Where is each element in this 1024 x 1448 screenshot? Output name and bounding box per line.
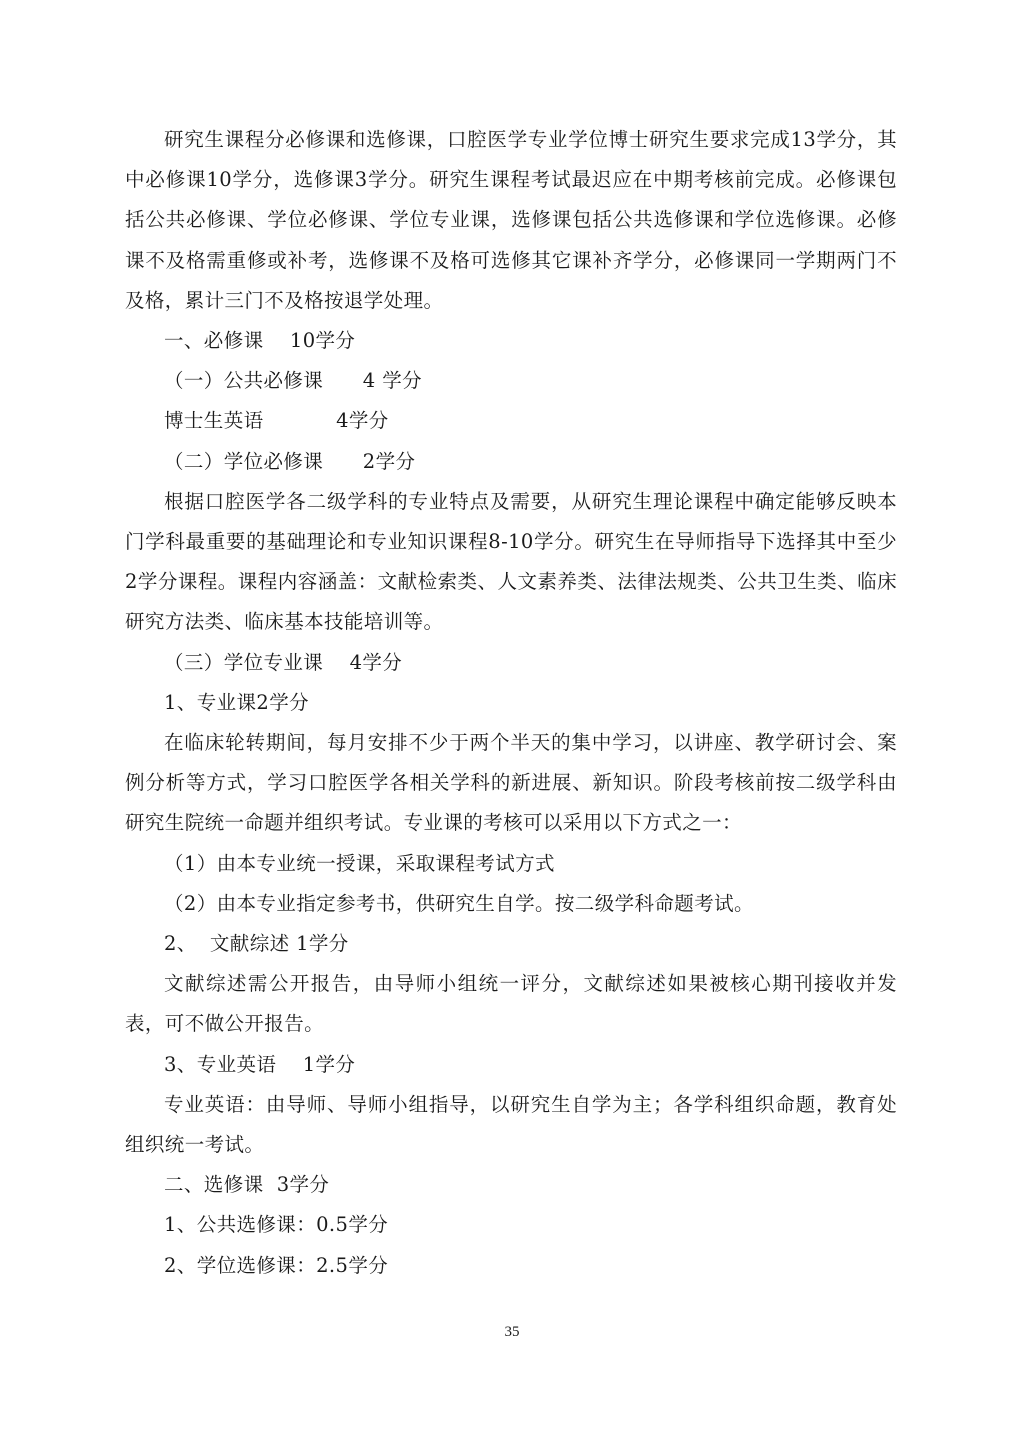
item-doctoral-english: 博士生英语 4学分 xyxy=(164,409,389,433)
paragraph-course-overview: 研究生课程分必修课和选修课，口腔医学专业学位博士研究生要求完成13学分，其中必修课10学分，选修课3学分。研究生课程考试最迟应在中期考核前完成。必修课包括公共必修课、学位必修课、学位专业课，选修课包括公共选修课和学位选修课。必修课不及格需重修或补考，选修课不及格可选修其它课补齐学分，必修课同一学期两门不及格，累计三门不及格按退学处理。 xyxy=(125,128,897,312)
item-professional-english: 3、专业英语 1学分 xyxy=(164,1052,356,1076)
paragraph-professional-english: 专业英语：由导师、导师小组指导，以研究生自学为主；各学科组织命题，教育处组织统一考试。 xyxy=(125,1092,897,1157)
paragraph-literature-review: 文献综述需公开报告，由导师小组统一评分，文献综述如果被核心期刊接收并发表，可不做公开报告。 xyxy=(125,972,897,1036)
page-number: 35 xyxy=(504,1324,520,1340)
option-self-study: （2）由本专业指定参考书，供研究生自学。按二级学科命题考试。 xyxy=(164,891,754,915)
item-professional-course: 1、专业课2学分 xyxy=(164,690,310,714)
heading-degree-required: （二）学位必修课 2学分 xyxy=(164,449,416,473)
heading-required-courses: 一、必修课 10学分 xyxy=(164,329,356,353)
option-unified-teaching: （1）由本专业统一授课，采取课程考试方式 xyxy=(164,851,555,875)
item-degree-elective: 2、学位选修课：2.5学分 xyxy=(164,1253,389,1277)
item-literature-review: 2、 文献综述 1学分 xyxy=(164,932,349,956)
paragraph-professional-course: 在临床轮转期间，每月安排不少于两个半天的集中学习，以讲座、教学研讨会、案例分析等方式，学习口腔医学各相关学科的新进展、新知识。阶段考核前按二级学科由研究生院统一命题并组织考试。专业课的考核可以采用以下方式之一： xyxy=(125,731,897,835)
heading-elective-courses: 二、选修课 3学分 xyxy=(164,1173,330,1197)
heading-public-required: （一）公共必修课 4 学分 xyxy=(164,369,422,393)
heading-degree-professional: （三）学位专业课 4学分 xyxy=(164,650,403,674)
paragraph-degree-required: 根据口腔医学各二级学科的专业特点及需要，从研究生理论课程中确定能够反映本门学科最重要的基础理论和专业知识课程8-10学分。研究生在导师指导下选择其中至少2学分课程。课程内容涵盖：文献检索类、人文素养类、法律法规类、公共卫生类、临床研究方法类、临床基本技能培训等。 xyxy=(125,489,897,634)
item-public-elective: 1、公共选修课：0.5学分 xyxy=(164,1213,389,1237)
document-body xyxy=(125,120,897,1286)
